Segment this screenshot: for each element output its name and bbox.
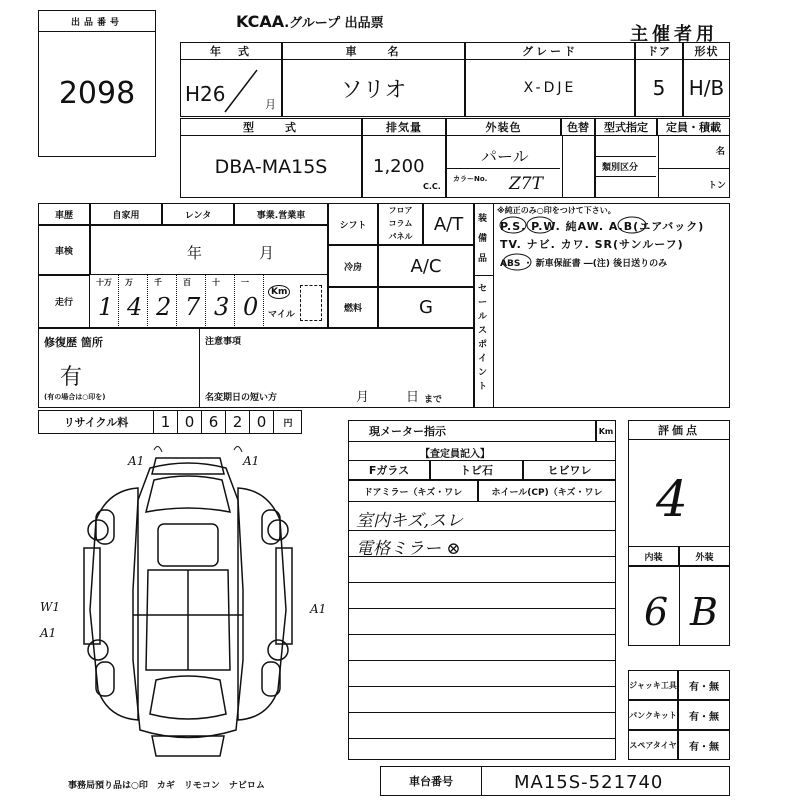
equipment-line1: P.S. P.W. 純AW. A.B(エアバック) xyxy=(500,220,705,233)
colorno-value: Z7T xyxy=(509,174,543,194)
recycle-digit: 0 xyxy=(178,410,202,434)
mileage-unit-label: 万 xyxy=(125,278,133,287)
notes-label: 注意事項 xyxy=(205,337,242,347)
inspect-handwriting-1: 室内キズ,スレ xyxy=(356,511,464,531)
mileage-digit-cell xyxy=(206,275,235,328)
damage-diagram xyxy=(38,440,338,770)
equipment-line3: ABS ・ 新車保証書 ―(注) 後日送りのみ xyxy=(500,259,668,269)
ac-value: A/C xyxy=(378,245,474,287)
notes-month: 月 xyxy=(356,390,370,405)
shift-opt-column: コラム xyxy=(388,219,413,228)
capacity-unit1: 名 xyxy=(716,147,726,157)
color-cell xyxy=(446,136,595,198)
disp-value: 1,200 xyxy=(373,156,425,177)
inspection-label: 車検 xyxy=(38,225,90,275)
name-label: 車 名 xyxy=(282,42,465,60)
month-unit: 月 xyxy=(265,98,276,111)
shift-opt-panel: パネル xyxy=(388,232,413,241)
model-cell xyxy=(180,136,362,198)
ruled-line xyxy=(348,582,616,583)
notes-day: 日 xyxy=(406,390,420,405)
equipment-circles xyxy=(497,214,727,274)
shift-value: A/T xyxy=(423,203,474,245)
mark-w1: W1 xyxy=(40,600,60,614)
mileage-unit-label: 十万 xyxy=(96,278,112,287)
name-value: ソリオ xyxy=(340,77,407,103)
mileage-digit: 1 xyxy=(98,293,114,321)
capacity-unit2: トン xyxy=(708,181,727,191)
doors-label: ドア xyxy=(635,42,683,60)
history-opt2: レンタ xyxy=(162,203,234,225)
mileage-digit-cell xyxy=(177,275,206,328)
color-label: 外装色 xyxy=(446,118,561,136)
equipment-note: ※純正のみ○印をつけて下さい。 xyxy=(497,206,616,215)
lot-number-box xyxy=(38,31,156,157)
equipment-label: 装備品 xyxy=(478,214,488,264)
color-value: パール xyxy=(481,147,529,166)
lot-label-box xyxy=(38,10,156,32)
class-label: 類別区分 xyxy=(602,163,639,173)
recycle-unit: 円 xyxy=(283,418,293,429)
shift-label: シフト xyxy=(328,203,378,245)
meter-label: 現メーター指示 xyxy=(348,420,596,442)
capacity-label: 定員・積載 xyxy=(657,118,730,136)
colorno-label: カラーNo. xyxy=(453,175,488,183)
history-opt3: 事業.営業車 xyxy=(234,203,328,225)
mileage-digit: 3 xyxy=(214,293,230,321)
mileage-digit: 0 xyxy=(243,293,259,321)
ruled-line xyxy=(348,738,616,739)
role-label: 主催者用 xyxy=(630,24,718,45)
mark-a1-top-left: A1 xyxy=(128,454,145,468)
sales-point-label: セールスポイント xyxy=(478,284,488,392)
score-label: 評価点 xyxy=(628,420,730,440)
recycle-digit: 0 xyxy=(250,410,274,434)
year-value: H26 xyxy=(185,82,226,106)
year-cell xyxy=(180,60,282,117)
car-outline-icon xyxy=(38,440,338,770)
wheel-label: ホイール(CP)（キズ・ワレ xyxy=(478,480,616,502)
inspect-title: 【査定員記入】 xyxy=(420,449,490,460)
inspection-cell xyxy=(90,225,328,275)
mileage-digit-cell xyxy=(148,275,177,328)
tool-value: 有・無 xyxy=(678,700,730,730)
interior-label: 内装 xyxy=(628,546,679,566)
repair-note: (有の場合は○印を) xyxy=(44,393,106,401)
mileage-digit: 4 xyxy=(127,293,143,321)
repair-value: 有 xyxy=(60,365,83,390)
disp-cell xyxy=(362,136,446,198)
mileage-label: 走行 xyxy=(38,275,90,328)
type-label: 型式指定 xyxy=(595,118,657,136)
mileage-unit-label: 百 xyxy=(183,278,191,287)
km-label: Km xyxy=(268,285,290,299)
name-change-label: 名変期日の短い方 xyxy=(205,393,278,403)
footer-office: 事務局預り品は○印 カギ リモコン ナビロム xyxy=(68,781,265,791)
notes-until: まで xyxy=(424,395,443,405)
interior-score: 6 xyxy=(644,590,669,634)
tool-label: ジャッキ工具 xyxy=(628,670,678,700)
inspect-handwriting-2: 電格ミラー ⊗ xyxy=(356,539,461,559)
recycle-digit: 1 xyxy=(154,410,178,434)
mark-a1-top-right: A1 xyxy=(243,454,260,468)
shift-opts xyxy=(378,203,423,245)
class-cell xyxy=(595,136,730,198)
doors-cell xyxy=(635,60,683,117)
ruled-line xyxy=(348,634,616,635)
mileage-check-box xyxy=(300,285,322,321)
mileage-digit-cell xyxy=(119,275,148,328)
grade-label: グレード xyxy=(465,42,635,60)
title-text: .グループ 出品票 xyxy=(284,16,384,31)
history-opt1: 自家用 xyxy=(90,203,162,225)
lot-number: 2098 xyxy=(58,76,136,111)
doormirror-label: ドアミラー（キズ・ワレ xyxy=(348,480,478,502)
brand-text: KCAA xyxy=(236,12,285,31)
mile-label: マイル xyxy=(268,310,295,320)
inspection-year: 年 xyxy=(187,244,203,262)
mileage-unit-label: 千 xyxy=(154,278,162,287)
exterior-label: 外装 xyxy=(679,546,730,566)
sheet-title xyxy=(236,12,384,31)
mileage-digit: 7 xyxy=(185,293,201,321)
disp-label: 排気量 xyxy=(362,118,446,136)
name-cell xyxy=(282,60,465,117)
grade-cell xyxy=(465,60,635,117)
grade-value: X-DJE xyxy=(523,80,577,96)
mileage-unit-label: 十 xyxy=(212,278,220,287)
slash-mark xyxy=(221,68,261,114)
mark-a1-right: A1 xyxy=(310,602,327,616)
doors-value: 5 xyxy=(652,76,666,100)
ruled-line xyxy=(348,686,616,687)
chassis-label: 車台番号 xyxy=(380,766,482,796)
mileage-cell xyxy=(90,275,328,328)
ac-label: 冷房 xyxy=(328,245,378,287)
recycle-label: リサイクル料 xyxy=(38,410,154,434)
lot-label: 出品番号 xyxy=(70,18,123,28)
chassis-value: MA15S-521740 xyxy=(514,772,664,793)
equipment-line2: TV. ナビ. カワ. SR(サンルーフ) xyxy=(500,238,684,251)
tool-value: 有・無 xyxy=(678,730,730,760)
ruled-line xyxy=(348,608,616,609)
inspection-month: 月 xyxy=(259,244,275,262)
history-label: 車歴 xyxy=(38,203,90,225)
mileage-digit-cell xyxy=(235,275,264,328)
model-label: 型 式 xyxy=(180,118,362,136)
ruled-line xyxy=(348,660,616,661)
model-value: DBA-MA15S xyxy=(214,155,328,178)
recycle-digit: 6 xyxy=(202,410,226,434)
tool-label: パンクキット xyxy=(628,700,678,730)
shape-value: H/B xyxy=(688,76,725,100)
fuel-label: 燃料 xyxy=(328,287,378,328)
recolor-label: 色替 xyxy=(561,118,595,136)
mileage-digit-cell xyxy=(90,275,119,328)
shape-cell xyxy=(683,60,730,117)
recycle-digit: 2 xyxy=(226,410,250,434)
shape-label: 形状 xyxy=(683,42,730,60)
hibi-label: ヒビワレ xyxy=(523,460,616,480)
tobi-label: トビ石 xyxy=(430,460,523,480)
mark-a1-left: A1 xyxy=(40,626,57,640)
fuel-value: G xyxy=(378,287,474,328)
year-label: 年 式 xyxy=(180,42,282,60)
exterior-score: B xyxy=(690,590,718,634)
repair-label: 修復歴 箇所 xyxy=(44,336,103,349)
shift-opt-floor: フロア xyxy=(388,206,413,215)
tool-value: 有・無 xyxy=(678,670,730,700)
disp-unit: C.C. xyxy=(423,182,441,191)
ruled-line xyxy=(348,712,616,713)
score-value: 4 xyxy=(656,470,688,528)
fglass-label: Fガラス xyxy=(348,460,430,480)
mileage-digit: 2 xyxy=(156,293,172,321)
tool-label: スペアタイヤ xyxy=(628,730,678,760)
meter-unit: Km xyxy=(596,420,616,442)
mileage-unit-label: 一 xyxy=(241,278,249,287)
